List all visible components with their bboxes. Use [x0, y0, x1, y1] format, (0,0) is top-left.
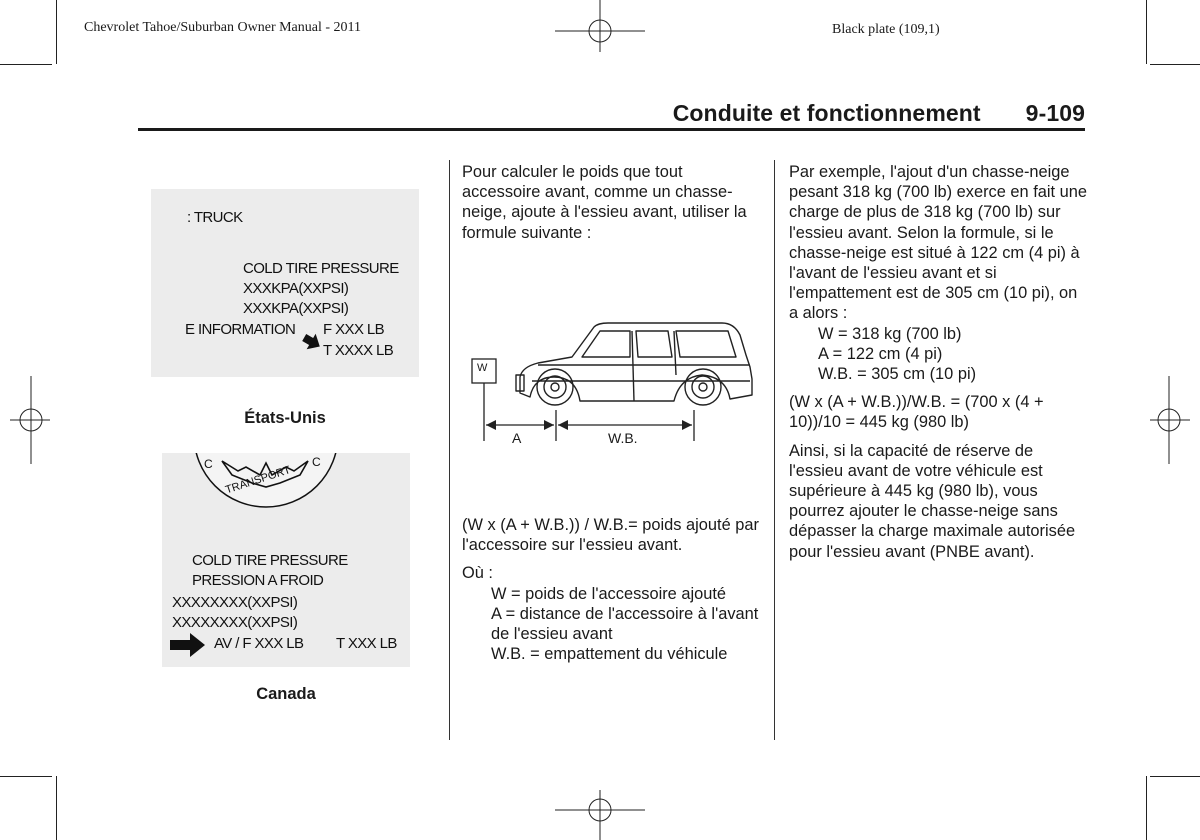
us-label-line: XXXKPA(XXPSI)	[243, 300, 349, 317]
us-label-line: XXXKPA(XXPSI)	[243, 280, 349, 297]
example-paragraph: Par exemple, l'ajout d'un chasse-neige pesant 318 kg (700 lb) exerce en fait une charge de plus de 318 kg (700 lb) sur l'essieu avant. Selon la formule, si le chasse-neige est situé à 122 cm (4 pi) à l'avant de l'essieu avant et si l'empattement est de 305 cm (10 pi), on a alors :	[789, 163, 1087, 323]
formula-text: (W x (A + W.B.)) / W.B.= poids ajouté par l'accessoire sur l'essieu avant.	[462, 516, 759, 555]
canada-caption: Canada	[256, 685, 316, 703]
diagram-label-wb: W.B.	[608, 430, 638, 446]
definition-a: A = distance de l'accessoire à l'avant de l'essieu avant	[491, 604, 759, 644]
us-label-line: T XXXX LB	[323, 342, 394, 359]
canada-label-line: XXXXXXXX(XXPSI)	[172, 594, 298, 611]
us-label-line: F XXX LB	[323, 321, 385, 338]
us-label-line: COLD TIRE PRESSURE	[243, 260, 399, 277]
document-header: Chevrolet Tahoe/Suburban Owner Manual - 2011	[84, 20, 362, 35]
canada-tire-label	[162, 453, 410, 667]
formula-block	[462, 515, 762, 664]
conclusion-paragraph: Ainsi, si la capacité de réserve de l'essieu avant de votre véhicule est supérieure à 445 kg (980 lb), vous pourrez ajouter le chasse-neige sans dépasser la charge maximale autorisée pour l'essieu avant (PNBE avant).	[789, 441, 1076, 561]
us-caption: États-Unis	[244, 409, 326, 427]
us-tire-label	[151, 189, 419, 377]
canada-label-line: T XXX LB	[336, 635, 397, 652]
where-label: Où :	[462, 564, 493, 583]
seal-text: TRANSPORT	[224, 464, 293, 497]
transport-seal-icon	[162, 453, 410, 523]
canada-label-line: COLD TIRE PRESSURE	[192, 552, 348, 569]
plate-info: Black plate (109,1)	[832, 22, 940, 37]
section-heading	[640, 100, 1085, 127]
canada-label-line: AV / F XXX LB	[214, 635, 304, 652]
calculation: (W x (A + W.B.))/W.B. = (700 x (4 + 10))/10 = 445 kg (980 lb)	[789, 393, 1044, 432]
column-divider-1	[449, 160, 450, 740]
example-block	[789, 162, 1089, 570]
page-number: 9-109	[1025, 100, 1085, 126]
column-divider-2	[774, 160, 775, 740]
arrow-right-icon	[302, 332, 322, 352]
seal-letter: C	[204, 457, 213, 471]
definition-wb: W.B. = empattement du véhicule	[491, 645, 728, 664]
seal-letter: C	[312, 455, 321, 469]
intro-paragraph: Pour calculer le poids que tout accessoire avant, comme un chasse-neige, ajoute à l'essieu avant, utiliser la formule suivante :	[462, 163, 747, 242]
canada-label-line: PRESSION A FROID	[192, 572, 324, 589]
canada-label-line: XXXXXXXX(XXPSI)	[172, 614, 298, 631]
arrow-right-icon	[170, 633, 206, 657]
us-label-line: E INFORMATION	[185, 321, 296, 338]
value-wb: W.B. = 305 cm (10 pi)	[818, 365, 977, 384]
section-title: Conduite et fonctionnement	[672, 100, 981, 126]
us-label-line: : TRUCK	[187, 209, 243, 226]
diagram-label-a: A	[512, 430, 522, 446]
value-w: W = 318 kg (700 lb)	[818, 324, 962, 343]
diagram-label-w: W	[477, 362, 488, 374]
value-a: A = 122 cm (4 pi)	[818, 344, 943, 363]
definition-w: W = poids de l'accessoire ajouté	[491, 584, 726, 603]
header-rule	[138, 128, 1085, 131]
